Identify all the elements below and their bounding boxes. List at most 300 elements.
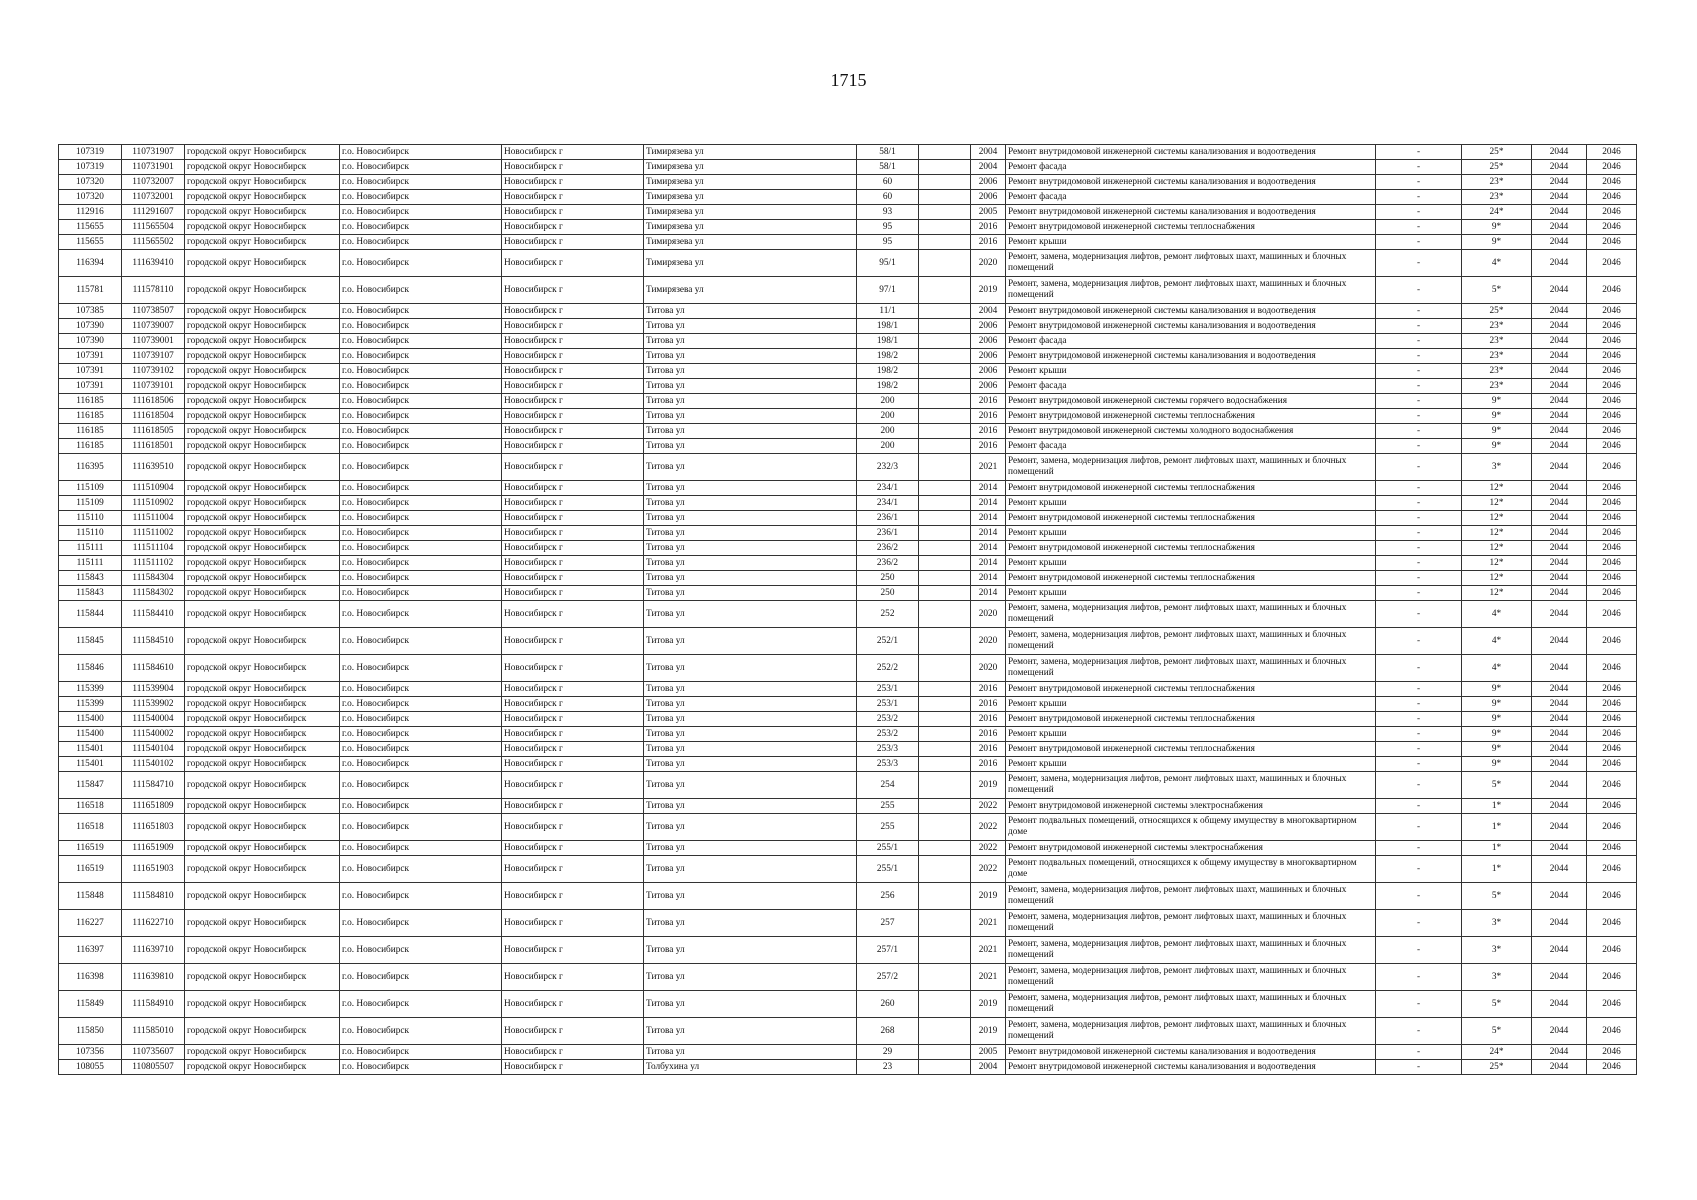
cell-wear: 4* <box>1462 655 1532 682</box>
cell-cost: - <box>1376 481 1462 496</box>
cell-cost: - <box>1376 424 1462 439</box>
cell-house-number: 198/2 <box>857 379 919 394</box>
cell-wear: 23* <box>1462 364 1532 379</box>
cell-street: Титова ул <box>644 556 857 571</box>
table-row <box>59 742 1637 757</box>
cell-wear: 3* <box>1462 937 1532 964</box>
cell-plan-year-end: 2046 <box>1587 511 1637 526</box>
cell-municipality: г.о. Новосибирск <box>340 937 502 964</box>
cell-locality: Новосибирск г <box>502 349 644 364</box>
cell-street: Титова ул <box>644 682 857 697</box>
cell-municipality: г.о. Новосибирск <box>340 601 502 628</box>
cell-work-type: Ремонт крыши <box>1006 727 1376 742</box>
cell-street: Титова ул <box>644 379 857 394</box>
cell-municipal-district: городской округ Новосибирск <box>185 145 340 160</box>
cell-plan-year-start: 2044 <box>1532 586 1587 601</box>
cell-municipal-district: городской округ Новосибирск <box>185 541 340 556</box>
cell-house-number: 236/2 <box>857 541 919 556</box>
cell-locality: Новосибирск г <box>502 454 644 481</box>
cell-street: Титова ул <box>644 697 857 712</box>
cell-street: Титова ул <box>644 349 857 364</box>
cell-house-id: 115844 <box>59 601 122 628</box>
table-row <box>59 277 1637 304</box>
cell-house-number: 236/1 <box>857 526 919 541</box>
cell-house-number: 95 <box>857 235 919 250</box>
cell-building <box>919 409 971 424</box>
cell-wear: 1* <box>1462 841 1532 856</box>
cell-plan-year-end: 2046 <box>1587 496 1637 511</box>
cell-street: Титова ул <box>644 772 857 799</box>
cell-house-id: 115847 <box>59 772 122 799</box>
cell-work-id: 111639510 <box>122 454 185 481</box>
cell-building <box>919 394 971 409</box>
table-row <box>59 1060 1637 1075</box>
cell-building <box>919 541 971 556</box>
cell-year-built: 2022 <box>971 814 1006 841</box>
table-row <box>59 250 1637 277</box>
cell-plan-year-end: 2046 <box>1587 841 1637 856</box>
cell-municipality: г.о. Новосибирск <box>340 1045 502 1060</box>
cell-house-number: 95/1 <box>857 250 919 277</box>
table-row <box>59 379 1637 394</box>
cell-work-id: 111511002 <box>122 526 185 541</box>
cell-work-id: 111584610 <box>122 655 185 682</box>
cell-wear: 9* <box>1462 220 1532 235</box>
cell-locality: Новосибирск г <box>502 697 644 712</box>
cell-plan-year-start: 2044 <box>1532 772 1587 799</box>
cell-work-type: Ремонт подвальных помещений, относящихся к общему имуществу в многоквартирном доме <box>1006 814 1376 841</box>
cell-locality: Новосибирск г <box>502 496 644 511</box>
cell-wear: 24* <box>1462 205 1532 220</box>
cell-cost: - <box>1376 541 1462 556</box>
cell-year-built: 2020 <box>971 601 1006 628</box>
cell-year-built: 2014 <box>971 496 1006 511</box>
table-row <box>59 1018 1637 1045</box>
cell-plan-year-start: 2044 <box>1532 379 1587 394</box>
cell-plan-year-end: 2046 <box>1587 439 1637 454</box>
cell-house-number: 252/2 <box>857 655 919 682</box>
cell-year-built: 2016 <box>971 697 1006 712</box>
cell-street: Титова ул <box>644 964 857 991</box>
cell-work-type: Ремонт внутридомовой инженерной системы канализования и водоотведения <box>1006 1045 1376 1060</box>
table-row <box>59 697 1637 712</box>
cell-house-id: 115843 <box>59 571 122 586</box>
cell-locality: Новосибирск г <box>502 334 644 349</box>
cell-building <box>919 799 971 814</box>
cell-year-built: 2006 <box>971 334 1006 349</box>
cell-work-id: 111618506 <box>122 394 185 409</box>
cell-municipal-district: городской округ Новосибирск <box>185 556 340 571</box>
cell-locality: Новосибирск г <box>502 772 644 799</box>
cell-plan-year-start: 2044 <box>1532 655 1587 682</box>
cell-wear: 5* <box>1462 772 1532 799</box>
cell-work-type: Ремонт крыши <box>1006 556 1376 571</box>
cell-work-id: 111539902 <box>122 697 185 712</box>
cell-building <box>919 937 971 964</box>
cell-municipal-district: городской округ Новосибирск <box>185 655 340 682</box>
cell-house-id: 115110 <box>59 511 122 526</box>
cell-work-id: 111540104 <box>122 742 185 757</box>
cell-year-built: 2014 <box>971 541 1006 556</box>
cell-work-type: Ремонт, замена, модернизация лифтов, ремонт лифтовых шахт, машинных и блочных помещений <box>1006 277 1376 304</box>
cell-work-id: 111540002 <box>122 727 185 742</box>
cell-plan-year-end: 2046 <box>1587 145 1637 160</box>
cell-work-type: Ремонт внутридомовой инженерной системы теплоснабжения <box>1006 541 1376 556</box>
cell-street: Титова ул <box>644 496 857 511</box>
cell-municipal-district: городской округ Новосибирск <box>185 481 340 496</box>
cell-plan-year-end: 2046 <box>1587 394 1637 409</box>
cell-house-id: 107391 <box>59 364 122 379</box>
cell-plan-year-end: 2046 <box>1587 937 1637 964</box>
cell-work-id: 111651809 <box>122 799 185 814</box>
cell-plan-year-end: 2046 <box>1587 586 1637 601</box>
cell-house-number: 198/1 <box>857 319 919 334</box>
cell-house-id: 115401 <box>59 757 122 772</box>
cell-cost: - <box>1376 439 1462 454</box>
table-row <box>59 799 1637 814</box>
cell-building <box>919 628 971 655</box>
cell-house-id: 116185 <box>59 394 122 409</box>
cell-building <box>919 655 971 682</box>
cell-cost: - <box>1376 160 1462 175</box>
cell-work-type: Ремонт, замена, модернизация лифтов, ремонт лифтовых шахт, машинных и блочных помещений <box>1006 910 1376 937</box>
cell-house-id: 107320 <box>59 190 122 205</box>
cell-house-number: 260 <box>857 991 919 1018</box>
cell-municipality: г.о. Новосибирск <box>340 541 502 556</box>
table-row <box>59 454 1637 481</box>
cell-locality: Новосибирск г <box>502 439 644 454</box>
cell-locality: Новосибирск г <box>502 556 644 571</box>
cell-plan-year-end: 2046 <box>1587 628 1637 655</box>
cell-plan-year-end: 2046 <box>1587 409 1637 424</box>
cell-plan-year-end: 2046 <box>1587 481 1637 496</box>
cell-municipality: г.о. Новосибирск <box>340 856 502 883</box>
cell-year-built: 2020 <box>971 628 1006 655</box>
cell-street: Тимирязева ул <box>644 250 857 277</box>
cell-year-built: 2022 <box>971 856 1006 883</box>
cell-municipality: г.о. Новосибирск <box>340 424 502 439</box>
cell-locality: Новосибирск г <box>502 682 644 697</box>
cell-cost: - <box>1376 319 1462 334</box>
cell-plan-year-end: 2046 <box>1587 964 1637 991</box>
cell-plan-year-start: 2044 <box>1532 235 1587 250</box>
cell-locality: Новосибирск г <box>502 814 644 841</box>
cell-locality: Новосибирск г <box>502 757 644 772</box>
cell-municipality: г.о. Новосибирск <box>340 883 502 910</box>
cell-year-built: 2019 <box>971 883 1006 910</box>
cell-work-type: Ремонт фасада <box>1006 379 1376 394</box>
cell-plan-year-end: 2046 <box>1587 454 1637 481</box>
cell-municipality: г.о. Новосибирск <box>340 496 502 511</box>
table-row <box>59 145 1637 160</box>
cell-house-id: 115109 <box>59 481 122 496</box>
cell-building <box>919 682 971 697</box>
cell-municipality: г.о. Новосибирск <box>340 394 502 409</box>
cell-municipal-district: городской округ Новосибирск <box>185 1045 340 1060</box>
cell-house-id: 116394 <box>59 250 122 277</box>
cell-municipality: г.о. Новосибирск <box>340 145 502 160</box>
cell-street: Толбухина ул <box>644 1060 857 1075</box>
cell-work-id: 111510904 <box>122 481 185 496</box>
cell-plan-year-end: 2046 <box>1587 190 1637 205</box>
cell-building <box>919 145 971 160</box>
cell-plan-year-end: 2046 <box>1587 160 1637 175</box>
cell-locality: Новосибирск г <box>502 145 644 160</box>
cell-work-id: 110738507 <box>122 304 185 319</box>
cell-work-id: 110805507 <box>122 1060 185 1075</box>
cell-plan-year-start: 2044 <box>1532 757 1587 772</box>
cell-plan-year-end: 2046 <box>1587 220 1637 235</box>
cell-building <box>919 841 971 856</box>
cell-plan-year-end: 2046 <box>1587 655 1637 682</box>
cell-street: Титова ул <box>644 814 857 841</box>
cell-municipality: г.о. Новосибирск <box>340 304 502 319</box>
cell-municipal-district: городской округ Новосибирск <box>185 220 340 235</box>
cell-work-id: 111584910 <box>122 991 185 1018</box>
cell-cost: - <box>1376 304 1462 319</box>
cell-work-id: 111639410 <box>122 250 185 277</box>
cell-house-number: 234/1 <box>857 496 919 511</box>
cell-municipality: г.о. Новосибирск <box>340 481 502 496</box>
cell-plan-year-start: 2044 <box>1532 964 1587 991</box>
cell-house-id: 115401 <box>59 742 122 757</box>
cell-wear: 23* <box>1462 175 1532 190</box>
cell-work-type: Ремонт внутридомовой инженерной системы канализования и водоотведения <box>1006 319 1376 334</box>
cell-cost: - <box>1376 511 1462 526</box>
cell-plan-year-start: 2044 <box>1532 250 1587 277</box>
cell-locality: Новосибирск г <box>502 1045 644 1060</box>
cell-work-id: 111578110 <box>122 277 185 304</box>
cell-wear: 25* <box>1462 160 1532 175</box>
cell-work-type: Ремонт внутридомовой инженерной системы горячего водоснабжения <box>1006 394 1376 409</box>
cell-building <box>919 742 971 757</box>
cell-locality: Новосибирск г <box>502 727 644 742</box>
cell-work-id: 111540102 <box>122 757 185 772</box>
cell-year-built: 2016 <box>971 409 1006 424</box>
cell-municipal-district: городской округ Новосибирск <box>185 439 340 454</box>
cell-plan-year-start: 2044 <box>1532 856 1587 883</box>
cell-house-number: 236/2 <box>857 556 919 571</box>
cell-plan-year-start: 2044 <box>1532 814 1587 841</box>
cell-street: Титова ул <box>644 991 857 1018</box>
cell-wear: 5* <box>1462 991 1532 1018</box>
cell-building <box>919 190 971 205</box>
cell-work-type: Ремонт фасада <box>1006 334 1376 349</box>
cell-work-id: 110739101 <box>122 379 185 394</box>
cell-work-id: 110739102 <box>122 364 185 379</box>
cell-plan-year-end: 2046 <box>1587 991 1637 1018</box>
cell-plan-year-end: 2046 <box>1587 727 1637 742</box>
cell-locality: Новосибирск г <box>502 964 644 991</box>
table-row <box>59 205 1637 220</box>
cell-building <box>919 454 971 481</box>
cell-year-built: 2019 <box>971 1018 1006 1045</box>
cell-work-id: 110739007 <box>122 319 185 334</box>
cell-locality: Новосибирск г <box>502 799 644 814</box>
cell-work-id: 111651909 <box>122 841 185 856</box>
table-row <box>59 712 1637 727</box>
cell-wear: 9* <box>1462 712 1532 727</box>
cell-plan-year-start: 2044 <box>1532 883 1587 910</box>
cell-plan-year-end: 2046 <box>1587 883 1637 910</box>
cell-work-type: Ремонт внутридомовой инженерной системы канализования и водоотведения <box>1006 175 1376 190</box>
cell-wear: 3* <box>1462 964 1532 991</box>
cell-work-type: Ремонт крыши <box>1006 697 1376 712</box>
cell-locality: Новосибирск г <box>502 277 644 304</box>
cell-work-id: 111651903 <box>122 856 185 883</box>
cell-cost: - <box>1376 856 1462 883</box>
cell-municipal-district: городской округ Новосибирск <box>185 496 340 511</box>
cell-locality: Новосибирск г <box>502 424 644 439</box>
cell-municipality: г.о. Новосибирск <box>340 799 502 814</box>
cell-work-id: 111584302 <box>122 586 185 601</box>
cell-work-type: Ремонт, замена, модернизация лифтов, ремонт лифтовых шахт, машинных и блочных помещений <box>1006 250 1376 277</box>
cell-street: Титова ул <box>644 481 857 496</box>
cell-plan-year-start: 2044 <box>1532 841 1587 856</box>
cell-house-id: 115111 <box>59 541 122 556</box>
cell-house-id: 115848 <box>59 883 122 910</box>
table-row <box>59 772 1637 799</box>
cell-municipal-district: городской округ Новосибирск <box>185 190 340 205</box>
cell-wear: 9* <box>1462 394 1532 409</box>
cell-plan-year-end: 2046 <box>1587 250 1637 277</box>
cell-house-id: 116518 <box>59 814 122 841</box>
table-row <box>59 571 1637 586</box>
cell-work-id: 111651803 <box>122 814 185 841</box>
cell-work-type: Ремонт, замена, модернизация лифтов, ремонт лифтовых шахт, машинных и блочных помещений <box>1006 601 1376 628</box>
table-row <box>59 235 1637 250</box>
cell-plan-year-start: 2044 <box>1532 727 1587 742</box>
cell-wear: 25* <box>1462 304 1532 319</box>
table-row <box>59 601 1637 628</box>
cell-work-id: 111622710 <box>122 910 185 937</box>
cell-plan-year-end: 2046 <box>1587 235 1637 250</box>
repair-schedule-table <box>58 144 1637 1075</box>
cell-work-id: 111539904 <box>122 682 185 697</box>
cell-year-built: 2022 <box>971 799 1006 814</box>
cell-wear: 12* <box>1462 556 1532 571</box>
cell-work-type: Ремонт крыши <box>1006 364 1376 379</box>
cell-cost: - <box>1376 799 1462 814</box>
cell-wear: 12* <box>1462 541 1532 556</box>
cell-year-built: 2016 <box>971 757 1006 772</box>
cell-house-id: 115399 <box>59 682 122 697</box>
cell-street: Титова ул <box>644 841 857 856</box>
cell-plan-year-start: 2044 <box>1532 1045 1587 1060</box>
cell-street: Титова ул <box>644 1045 857 1060</box>
table-row <box>59 175 1637 190</box>
cell-cost: - <box>1376 727 1462 742</box>
cell-municipality: г.о. Новосибирск <box>340 841 502 856</box>
cell-work-type: Ремонт внутридомовой инженерной системы канализования и водоотведения <box>1006 145 1376 160</box>
table-row <box>59 883 1637 910</box>
cell-work-id: 111565502 <box>122 235 185 250</box>
cell-locality: Новосибирск г <box>502 655 644 682</box>
cell-house-number: 236/1 <box>857 511 919 526</box>
cell-plan-year-start: 2044 <box>1532 454 1587 481</box>
cell-house-number: 257 <box>857 910 919 937</box>
cell-municipal-district: городской округ Новосибирск <box>185 742 340 757</box>
cell-year-built: 2004 <box>971 145 1006 160</box>
cell-building <box>919 571 971 586</box>
cell-house-number: 60 <box>857 190 919 205</box>
cell-cost: - <box>1376 205 1462 220</box>
cell-municipal-district: городской округ Новосибирск <box>185 937 340 964</box>
cell-work-type: Ремонт, замена, модернизация лифтов, ремонт лифтовых шахт, машинных и блочных помещений <box>1006 883 1376 910</box>
cell-building <box>919 757 971 772</box>
cell-building <box>919 250 971 277</box>
cell-plan-year-start: 2044 <box>1532 319 1587 334</box>
table-row <box>59 439 1637 454</box>
cell-municipal-district: городской округ Новосибирск <box>185 319 340 334</box>
cell-work-id: 111639810 <box>122 964 185 991</box>
cell-wear: 9* <box>1462 409 1532 424</box>
cell-building <box>919 601 971 628</box>
cell-municipality: г.о. Новосибирск <box>340 334 502 349</box>
cell-house-id: 115655 <box>59 220 122 235</box>
cell-plan-year-end: 2046 <box>1587 814 1637 841</box>
table-row <box>59 991 1637 1018</box>
cell-cost: - <box>1376 175 1462 190</box>
cell-street: Титова ул <box>644 883 857 910</box>
cell-plan-year-start: 2044 <box>1532 439 1587 454</box>
cell-municipality: г.о. Новосибирск <box>340 175 502 190</box>
cell-building <box>919 175 971 190</box>
cell-street: Титова ул <box>644 628 857 655</box>
cell-building <box>919 319 971 334</box>
cell-locality: Новосибирск г <box>502 379 644 394</box>
cell-house-id: 107391 <box>59 349 122 364</box>
cell-cost: - <box>1376 814 1462 841</box>
cell-work-type: Ремонт крыши <box>1006 757 1376 772</box>
table-row <box>59 364 1637 379</box>
table-row <box>59 964 1637 991</box>
cell-house-id: 115400 <box>59 727 122 742</box>
table-row <box>59 655 1637 682</box>
cell-work-type: Ремонт внутридомовой инженерной системы электроснабжения <box>1006 799 1376 814</box>
cell-year-built: 2014 <box>971 526 1006 541</box>
cell-work-type: Ремонт крыши <box>1006 235 1376 250</box>
cell-house-id: 112916 <box>59 205 122 220</box>
cell-municipal-district: городской округ Новосибирск <box>185 349 340 364</box>
cell-work-type: Ремонт фасада <box>1006 160 1376 175</box>
cell-house-number: 255 <box>857 799 919 814</box>
cell-building <box>919 526 971 541</box>
cell-year-built: 2016 <box>971 424 1006 439</box>
cell-cost: - <box>1376 190 1462 205</box>
cell-house-id: 115846 <box>59 655 122 682</box>
cell-work-type: Ремонт фасада <box>1006 190 1376 205</box>
cell-plan-year-start: 2044 <box>1532 424 1587 439</box>
cell-plan-year-end: 2046 <box>1587 742 1637 757</box>
cell-work-type: Ремонт внутридомовой инженерной системы канализования и водоотведения <box>1006 205 1376 220</box>
cell-wear: 9* <box>1462 682 1532 697</box>
cell-locality: Новосибирск г <box>502 883 644 910</box>
cell-street: Титова ул <box>644 799 857 814</box>
cell-wear: 23* <box>1462 379 1532 394</box>
cell-plan-year-start: 2044 <box>1532 697 1587 712</box>
cell-street: Тимирязева ул <box>644 160 857 175</box>
cell-house-id: 107385 <box>59 304 122 319</box>
cell-house-number: 253/2 <box>857 712 919 727</box>
cell-house-number: 93 <box>857 205 919 220</box>
cell-house-number: 253/3 <box>857 757 919 772</box>
cell-building <box>919 1060 971 1075</box>
cell-house-number: 253/2 <box>857 727 919 742</box>
cell-locality: Новосибирск г <box>502 1060 644 1075</box>
cell-wear: 9* <box>1462 757 1532 772</box>
cell-work-type: Ремонт, замена, модернизация лифтов, ремонт лифтовых шахт, машинных и блочных помещений <box>1006 655 1376 682</box>
